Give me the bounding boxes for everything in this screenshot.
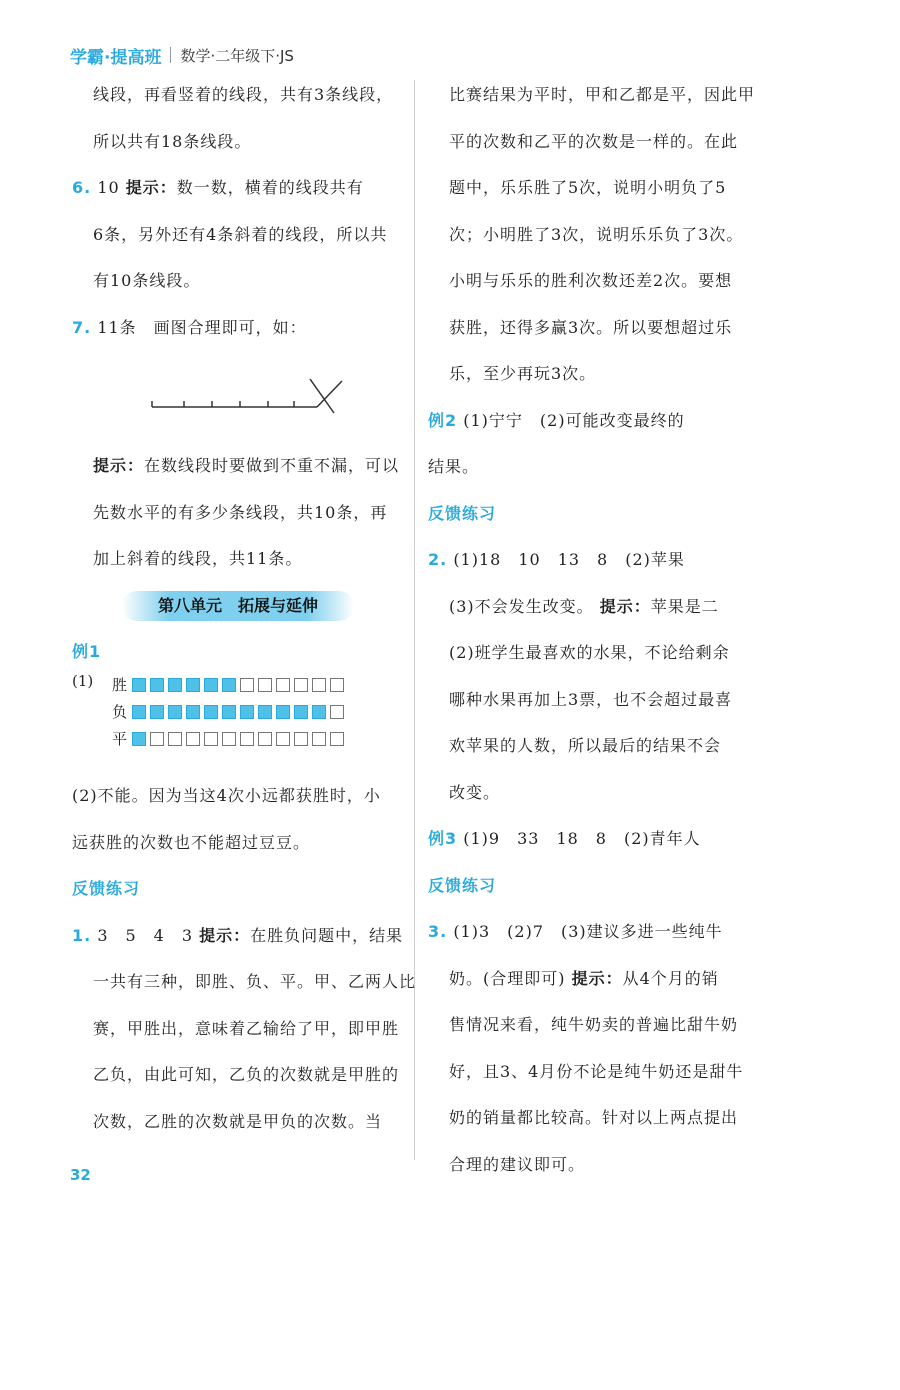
brand-title: 学霸·提高班 [70, 47, 162, 68]
answer-text: (1)18 10 13 8 (2)苹果 [453, 550, 685, 569]
hint-label: 提示： [599, 596, 651, 616]
answer-1 [72, 913, 402, 960]
hint-label: 提示： [125, 178, 177, 197]
filled-cell [222, 678, 236, 692]
answer-value: 10 [97, 178, 120, 197]
text-line: 小明与乐乐的胜利次数还差2次。要想 [449, 271, 733, 290]
text-line: 次数，乙胜的次数就是甲负的次数。当 [93, 1111, 383, 1131]
hint-line [428, 956, 758, 1003]
empty-cell [294, 678, 308, 692]
filled-cell [312, 705, 326, 719]
feedback-heading: 反馈练习 [72, 879, 141, 898]
empty-cell [330, 678, 344, 692]
filled-cell [132, 678, 146, 692]
unit-title: 第八单元 拓展与延伸 [122, 591, 354, 621]
text-line: 远获胜的次数也不能超过豆豆。 [72, 832, 311, 852]
feedback-heading: 反馈练习 [428, 875, 497, 895]
empty-cell [330, 732, 344, 746]
filled-cell [168, 705, 182, 719]
segment-figure [72, 351, 402, 443]
text-line: 题中，乐乐胜了5次，说明小明负了5 [449, 178, 727, 197]
text-line: 加上斜着的线段，共11条。 [93, 549, 303, 568]
text-line: 哪种水果再加上3票，也不会超过最喜 [449, 689, 733, 709]
text-line: 奶的销量都比较高。针对以上两点提出 [449, 1108, 739, 1127]
question-number: 1. [72, 925, 92, 945]
hint-label: 提示： [571, 968, 623, 988]
question-number: 2. [428, 550, 448, 569]
empty-cell [240, 678, 254, 692]
empty-cell [276, 732, 290, 746]
answer-2 [428, 537, 758, 584]
text-line: 所以共有18条线段。 [93, 131, 252, 151]
example-2 [428, 398, 758, 445]
text-line: 合理的建议即可。 [449, 1154, 586, 1174]
text-line: 平的次数和乙平的次数是一样的。在此 [449, 131, 739, 151]
text-line: 有10条线段。 [93, 271, 201, 290]
empty-cell [276, 678, 290, 692]
subject-label: 数学·二年级下·JS [180, 46, 294, 65]
hint-label: 提示： [199, 925, 251, 945]
text-line: 欢苹果的人数，所以最后的结果不会 [449, 736, 722, 755]
text-line: 比赛结果为平时，甲和乙都是平，因此甲 [449, 85, 756, 104]
text-line: 好，且3、4月份不论是纯牛奶还是甜牛 [449, 1061, 744, 1081]
answer-value: 3 5 4 3 [97, 925, 194, 945]
text-line: 线段，再看竖着的线段，共有3条线段， [93, 85, 394, 104]
feedback-heading: 反馈练习 [428, 503, 497, 523]
hint-text: 在数线段时要做到不重不漏，可以 [144, 456, 400, 475]
empty-cell [258, 678, 272, 692]
filled-cell [150, 705, 164, 719]
hint-text: 数一数，横着的线段共有 [176, 178, 364, 197]
answer-7 [72, 305, 402, 352]
empty-cell [150, 732, 164, 746]
empty-cell [258, 732, 272, 746]
hint-line [428, 584, 758, 631]
unit-title-banner [72, 583, 402, 629]
lose-cells [132, 705, 344, 719]
text-line: 改变。 [449, 782, 501, 802]
empty-cell [204, 732, 218, 746]
answer-value: 11条 画图合理即可，如： [97, 317, 307, 337]
filled-cell [204, 678, 218, 692]
filled-cell [168, 678, 182, 692]
answer-text: (1)3 (2)7 (3)建议多进一些纯牛 [453, 922, 723, 941]
page-header [70, 40, 294, 70]
text-line: 先数水平的有多少条线段，共10条，再 [93, 502, 388, 522]
answer-3 [428, 909, 758, 956]
text-line: (2)班学生最喜欢的水果，不论给剩余 [449, 643, 730, 662]
filled-cell [294, 705, 308, 719]
row-label-lose: 负 [112, 703, 128, 721]
hint-text: 在胜负问题中，结果 [250, 925, 404, 945]
filled-cell [276, 705, 290, 719]
header-separator [170, 47, 171, 63]
text-line: (2)不能。因为当这4次小远都获胜时，小 [72, 786, 381, 805]
filled-cell [258, 705, 272, 719]
text-line: 结果。 [428, 457, 480, 476]
filled-cell [132, 732, 146, 746]
empty-cell [312, 732, 326, 746]
empty-cell [294, 732, 308, 746]
text-line: 赛，甲胜出，意味着乙输给了甲，即甲胜 [93, 1018, 400, 1038]
empty-cell [240, 732, 254, 746]
segment-drawing [72, 351, 402, 443]
empty-cell [186, 732, 200, 746]
text-line: 乐，至少再玩3次。 [449, 364, 597, 383]
hint-text: 苹果是二 [650, 596, 719, 616]
answer-text: (3)不会发生改变。 [449, 596, 594, 616]
empty-cell [222, 732, 236, 746]
question-number: 7. [72, 317, 92, 337]
row-label-draw: 平 [112, 730, 128, 748]
filled-cell [204, 705, 218, 719]
text-line: 获胜，还得多赢3次。所以要想超过乐 [449, 317, 733, 337]
filled-cell [150, 678, 164, 692]
empty-cell [312, 678, 326, 692]
answer-6 [72, 165, 402, 212]
text-line: 乙负，由此可知，乙负的次数就是甲胜的 [93, 1065, 400, 1084]
part-label: (1) [72, 672, 94, 690]
filled-cell [132, 705, 146, 719]
right-column [428, 72, 758, 1188]
filled-cell [222, 705, 236, 719]
question-number: 3. [428, 922, 448, 941]
answer-text: 奶。(合理即可) [449, 968, 566, 988]
question-number: 6. [72, 178, 92, 197]
row-label-win: 胜 [112, 676, 128, 694]
example-3-heading: 例3 [428, 829, 458, 848]
empty-cell [168, 732, 182, 746]
answer-text: (1)9 33 18 8 (2)青年人 [463, 829, 701, 848]
page-number: 32 [70, 1166, 91, 1184]
example-1-heading: 例1 [72, 641, 102, 661]
text-line: 售情况来看，纯牛奶卖的普遍比甜牛奶 [449, 1015, 739, 1034]
empty-cell [330, 705, 344, 719]
hint-line [72, 443, 402, 490]
win-cells [132, 678, 344, 692]
draw-cells [132, 732, 344, 746]
win-lose-grid [72, 672, 402, 773]
text-line: 6条，另外还有4条斜着的线段，所以共 [93, 224, 388, 244]
text-line: 一共有三种，即胜、负、平。甲、乙两人比 [93, 972, 417, 991]
filled-cell [186, 705, 200, 719]
example-2-heading: 例2 [428, 410, 458, 430]
left-column [72, 72, 417, 1145]
filled-cell [186, 678, 200, 692]
hint-label: 提示： [93, 456, 145, 475]
hint-text: 从4个月的销 [622, 968, 719, 988]
filled-cell [240, 705, 254, 719]
example-3 [428, 816, 758, 863]
text-line: 次；小明胜了3次，说明乐乐负了3次。 [449, 224, 744, 244]
answer-text: (1)宁宁 (2)可能改变最终的 [463, 410, 685, 430]
